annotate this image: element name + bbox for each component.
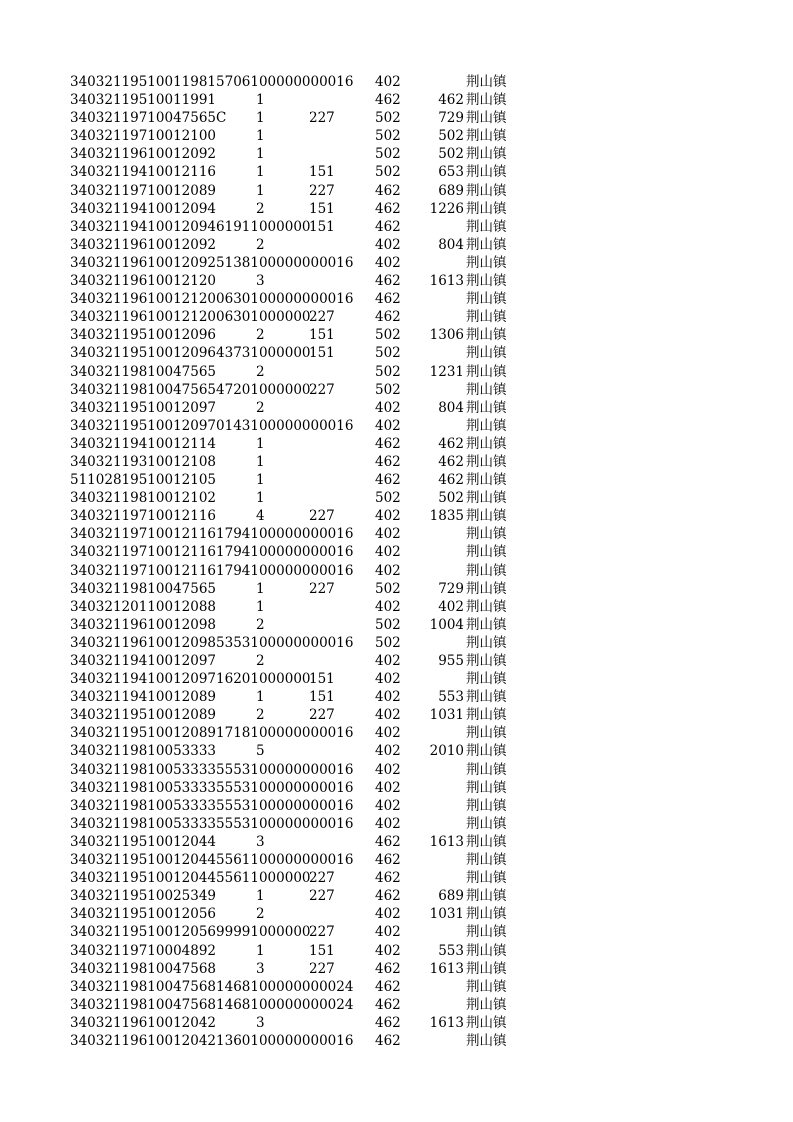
town-cell: 荆山镇 [466,453,507,470]
table-row [0,815,793,833]
price-cell: 502 [375,146,401,163]
town-cell: 荆山镇 [466,417,507,434]
table-row [0,489,793,507]
price-cell: 502 [375,345,401,362]
town-cell: 荆山镇 [466,363,507,380]
id-number-cell: 340321195100120445561100000000016 [70,852,354,869]
quantity-cell: 1 [256,164,265,181]
table-row [0,960,793,978]
town-cell: 荆山镇 [466,526,507,543]
quantity-cell: 3 [256,273,265,290]
town-cell: 荆山镇 [466,634,507,651]
quantity-cell: 2 [256,616,265,633]
subsidy-cell: 151 [309,671,335,688]
subsidy-cell: 151 [309,327,335,344]
table-row [0,417,793,435]
town-cell: 荆山镇 [466,580,507,597]
total-cell: 804 [438,399,464,416]
price-cell: 402 [375,707,401,724]
table-row [0,742,793,760]
price-cell: 462 [375,996,401,1013]
table-row [0,308,793,326]
town-cell: 荆山镇 [466,671,507,688]
id-number-cell: 34032119710012100 [70,128,217,145]
price-cell: 502 [375,634,401,651]
subsidy-cell: 227 [309,580,335,597]
town-cell: 荆山镇 [466,381,507,398]
id-number-cell: 34032120110012088 [70,598,217,615]
total-cell: 653 [438,164,464,181]
id-number-cell: 34032119510012096 [70,327,217,344]
table-row [0,978,793,996]
quantity-cell: 1 [256,888,265,905]
total-cell: 1613 [429,833,464,850]
total-cell: 1004 [429,616,464,633]
quantity-cell: 1 [256,182,265,199]
quantity-cell: 5 [256,743,265,760]
subsidy-cell: 151 [309,942,335,959]
town-cell: 荆山镇 [466,906,507,923]
id-number-cell: 340321196100121200630100000000016 [70,291,354,308]
price-cell: 402 [375,779,401,796]
id-number-cell: 34032119710047565C [70,110,227,127]
table-row [0,127,793,145]
town-cell: 荆山镇 [466,852,507,869]
town-cell: 荆山镇 [466,200,507,217]
town-cell: 荆山镇 [466,273,507,290]
quantity-cell: 2 [256,200,265,217]
total-cell: 1031 [429,707,464,724]
town-cell: 荆山镇 [466,815,507,832]
town-cell: 荆山镇 [466,164,507,181]
table-row [0,724,793,742]
table-row [0,525,793,543]
town-cell: 荆山镇 [466,779,507,796]
price-cell: 402 [375,508,401,525]
town-cell: 荆山镇 [466,1014,507,1031]
price-cell: 462 [375,200,401,217]
price-cell: 502 [375,164,401,181]
quantity-cell: 2 [256,327,265,344]
quantity-cell: 2 [256,653,265,669]
price-cell: 462 [375,435,401,452]
total-cell: 553 [438,942,464,959]
table-row [0,453,793,471]
table-row [0,869,793,887]
town-cell: 荆山镇 [466,743,507,760]
table-row [0,996,793,1014]
total-cell: 462 [438,92,464,109]
town-cell: 荆山镇 [466,218,507,235]
price-cell: 462 [375,888,401,905]
table-row [0,507,793,525]
id-number-cell: 340321198100533335553100000000016 [70,761,354,778]
town-cell: 荆山镇 [466,689,507,706]
town-cell: 荆山镇 [466,128,507,145]
town-cell: 荆山镇 [466,924,507,941]
id-number-cell: 34032119610012092 [70,236,217,253]
quantity-cell: 3 [256,833,265,850]
town-cell: 荆山镇 [466,74,507,90]
table-row [0,326,793,344]
price-cell: 402 [375,924,401,941]
total-cell: 1031 [429,906,464,923]
table-row [0,1014,793,1032]
table-row [0,942,793,960]
town-cell: 荆山镇 [466,327,507,344]
quantity-cell: 1 [256,92,265,109]
table-row [0,344,793,362]
price-cell: 502 [375,363,401,380]
price-cell: 402 [375,671,401,688]
table-row [0,634,793,652]
price-cell: 462 [375,978,401,995]
id-number-cell: 340321198100475681468100000000024 [70,978,354,995]
table-row [0,290,793,308]
subsidy-cell: 227 [309,381,335,398]
price-cell: 462 [375,182,401,199]
table-row [0,833,793,851]
price-cell: 462 [375,1032,401,1049]
price-cell: 462 [375,92,401,109]
town-cell: 荆山镇 [466,309,507,326]
town-cell: 荆山镇 [466,562,507,579]
table-row [0,706,793,724]
id-number-cell: 3403211951001204455611000000 [70,870,311,887]
table-row [0,543,793,561]
id-number-cell: 340321195100120891718100000000016 [70,725,354,742]
total-cell: 402 [438,598,464,615]
table-row [0,688,793,706]
id-number-cell: 340321197100121161794100000000016 [70,526,354,543]
id-number-cell: 3403211941001209461911000000 [70,218,311,235]
table-row [0,471,793,489]
total-cell: 804 [438,236,464,253]
id-number-cell: 34032119810047565 [70,580,217,597]
subsidy-cell: 227 [309,110,335,127]
quantity-cell: 2 [256,707,265,724]
subsidy-cell: 227 [309,870,335,887]
total-cell: 2010 [429,743,464,760]
price-cell: 402 [375,399,401,416]
town-cell: 荆山镇 [466,996,507,1013]
quantity-cell: 4 [256,508,265,525]
table-row [0,91,793,109]
id-number-cell: 51102819510012105 [70,472,217,489]
town-cell: 荆山镇 [466,797,507,814]
price-cell: 462 [375,309,401,326]
price-cell: 402 [375,797,401,814]
quantity-cell: 1 [256,942,265,959]
price-cell: 462 [375,852,401,869]
table-row [0,200,793,218]
table-row [0,182,793,200]
id-number-cell: 3403211941001209716201000000 [70,671,311,688]
price-cell: 402 [375,761,401,778]
subsidy-cell: 227 [309,924,335,941]
total-cell: 1226 [429,200,464,217]
id-number-cell: 34032119810047565 [70,363,217,380]
id-number-cell: 340321197100121161794100000000016 [70,562,354,579]
town-cell: 荆山镇 [466,146,507,163]
town-cell: 荆山镇 [466,707,507,724]
price-cell: 402 [375,544,401,561]
id-number-cell: 340321198100533335553100000000016 [70,815,354,832]
price-cell: 502 [375,580,401,597]
price-cell: 462 [375,218,401,235]
price-cell: 462 [375,1014,401,1031]
price-cell: 502 [375,128,401,145]
subsidy-cell: 227 [309,888,335,905]
table-row [0,399,793,417]
town-cell: 荆山镇 [466,92,507,109]
total-cell: 502 [438,146,464,163]
table-row [0,779,793,797]
town-cell: 荆山镇 [466,653,507,669]
table-row [0,254,793,272]
id-number-cell: 340321196100120985353100000000016 [70,634,354,651]
table-row [0,145,793,163]
subsidy-cell: 151 [309,345,335,362]
table-row [0,272,793,290]
table-row [0,73,793,91]
id-number-cell: 340321198100475681468100000000024 [70,996,354,1013]
town-cell: 荆山镇 [466,291,507,308]
quantity-cell: 2 [256,399,265,416]
id-number-cell: 340321196100120421360100000000016 [70,1032,354,1049]
town-cell: 荆山镇 [466,833,507,850]
id-number-cell: 340321195100120970143100000000016 [70,417,354,434]
subsidy-cell: 151 [309,218,335,235]
price-cell: 462 [375,273,401,290]
subsidy-cell: 227 [309,707,335,724]
id-number-cell: 34032119510012097 [70,399,217,416]
quantity-cell: 1 [256,128,265,145]
total-cell: 1613 [429,960,464,977]
id-number-cell: 34032119310012108 [70,453,217,470]
quantity-cell: 3 [256,960,265,977]
id-number-cell: 34032119510012056 [70,906,217,923]
table-row [0,562,793,580]
table-row [0,670,793,688]
price-cell: 462 [375,453,401,470]
subsidy-cell: 227 [309,309,335,326]
price-cell: 502 [375,381,401,398]
subsidy-cell: 151 [309,689,335,706]
quantity-cell: 1 [256,146,265,163]
table-row [0,616,793,634]
price-cell: 502 [375,327,401,344]
table-row [0,435,793,453]
town-cell: 荆山镇 [466,616,507,633]
price-cell: 402 [375,417,401,434]
id-number-cell: 34032119810012102 [70,490,217,507]
id-number-cell: 34032119510025349 [70,888,217,905]
total-cell: 1835 [429,508,464,525]
table-row [0,598,793,616]
total-cell: 689 [438,182,464,199]
price-cell: 462 [375,472,401,489]
table-row [0,580,793,598]
price-cell: 402 [375,653,401,669]
id-number-cell: 340321195100119815706100000000016 [70,74,354,90]
id-number-cell: 34032119610012092 [70,146,217,163]
price-cell: 402 [375,254,401,271]
table-row [0,363,793,381]
id-number-cell: 34032119710004892 [70,942,217,959]
total-cell: 502 [438,490,464,507]
town-cell: 荆山镇 [466,598,507,615]
table-row [0,381,793,399]
id-number-cell: 34032119410012097 [70,653,217,669]
spreadsheet-page [0,73,793,1050]
quantity-cell: 1 [256,598,265,615]
subsidy-cell: 227 [309,182,335,199]
town-cell: 荆山镇 [466,544,507,561]
town-cell: 荆山镇 [466,110,507,127]
total-cell: 1613 [429,1014,464,1031]
table-row [0,109,793,127]
price-cell: 502 [375,616,401,633]
id-number-cell: 34032119410012116 [70,164,217,181]
town-cell: 荆山镇 [466,345,507,362]
subsidy-cell: 227 [309,508,335,525]
id-number-cell: 34032119610012042 [70,1014,217,1031]
town-cell: 荆山镇 [466,960,507,977]
price-cell: 402 [375,906,401,923]
total-cell: 729 [438,110,464,127]
quantity-cell: 2 [256,906,265,923]
price-cell: 502 [375,490,401,507]
quantity-cell: 1 [256,453,265,470]
id-number-cell: 340321196100120925138100000000016 [70,254,354,271]
town-cell: 荆山镇 [466,254,507,271]
total-cell: 502 [438,128,464,145]
subsidy-cell: 227 [309,960,335,977]
table-row [0,905,793,923]
price-cell: 402 [375,689,401,706]
quantity-cell: 1 [256,490,265,507]
price-cell: 462 [375,833,401,850]
price-cell: 402 [375,598,401,615]
town-cell: 荆山镇 [466,888,507,905]
id-number-cell: 340321198100533335553100000000016 [70,779,354,796]
town-cell: 荆山镇 [466,435,507,452]
id-number-cell: 3403211951001209643731000000 [70,345,311,362]
price-cell: 462 [375,870,401,887]
total-cell: 689 [438,888,464,905]
total-cell: 1231 [429,363,464,380]
town-cell: 荆山镇 [466,870,507,887]
table-row [0,887,793,905]
table-row [0,761,793,779]
id-number-cell: 34032119710012116 [70,508,217,525]
id-number-cell: 34032119510012089 [70,707,217,724]
town-cell: 荆山镇 [466,1032,507,1049]
quantity-cell: 2 [256,363,265,380]
quantity-cell: 1 [256,472,265,489]
table-row [0,652,793,670]
price-cell: 402 [375,526,401,543]
quantity-cell: 1 [256,580,265,597]
id-number-cell: 3403211951001205699991000000 [70,924,311,941]
town-cell: 荆山镇 [466,472,507,489]
table-row [0,851,793,869]
id-number-cell: 3403211961001212006301000000 [70,309,311,326]
price-cell: 462 [375,291,401,308]
total-cell: 955 [438,653,464,669]
total-cell: 729 [438,580,464,597]
total-cell: 462 [438,453,464,470]
id-number-cell: 34032119510011991 [70,92,217,109]
id-number-cell: 34032119810053333 [70,743,217,760]
quantity-cell: 3 [256,1014,265,1031]
town-cell: 荆山镇 [466,182,507,199]
price-cell: 402 [375,236,401,253]
town-cell: 荆山镇 [466,761,507,778]
id-number-cell: 34032119510012044 [70,833,217,850]
id-number-cell: 3403211981004756547201000000 [70,381,311,398]
quantity-cell: 1 [256,435,265,452]
id-number-cell: 34032119410012089 [70,689,217,706]
price-cell: 502 [375,110,401,127]
id-number-cell: 340321197100121161794100000000016 [70,544,354,561]
quantity-cell: 1 [256,689,265,706]
price-cell: 402 [375,562,401,579]
id-number-cell: 34032119410012114 [70,435,217,452]
id-number-cell: 34032119810047568 [70,960,217,977]
id-number-cell: 34032119410012094 [70,200,217,217]
table-row [0,1032,793,1050]
price-cell: 402 [375,725,401,742]
price-cell: 402 [375,74,401,90]
price-cell: 462 [375,960,401,977]
id-number-cell: 340321198100533335553100000000016 [70,797,354,814]
table-row [0,797,793,815]
total-cell: 553 [438,689,464,706]
total-cell: 1306 [429,327,464,344]
table-row [0,218,793,236]
town-cell: 荆山镇 [466,399,507,416]
town-cell: 荆山镇 [466,508,507,525]
quantity-cell: 1 [256,110,265,127]
id-number-cell: 34032119610012120 [70,273,217,290]
town-cell: 荆山镇 [466,978,507,995]
table-row [0,923,793,941]
town-cell: 荆山镇 [466,942,507,959]
price-cell: 402 [375,743,401,760]
subsidy-cell: 151 [309,164,335,181]
total-cell: 462 [438,472,464,489]
id-number-cell: 34032119710012089 [70,182,217,199]
total-cell: 462 [438,435,464,452]
table-row [0,163,793,181]
price-cell: 402 [375,815,401,832]
id-number-cell: 34032119610012098 [70,616,217,633]
table-row [0,236,793,254]
price-cell: 402 [375,942,401,959]
town-cell: 荆山镇 [466,490,507,507]
subsidy-cell: 151 [309,200,335,217]
town-cell: 荆山镇 [466,236,507,253]
total-cell: 1613 [429,273,464,290]
town-cell: 荆山镇 [466,725,507,742]
quantity-cell: 2 [256,236,265,253]
